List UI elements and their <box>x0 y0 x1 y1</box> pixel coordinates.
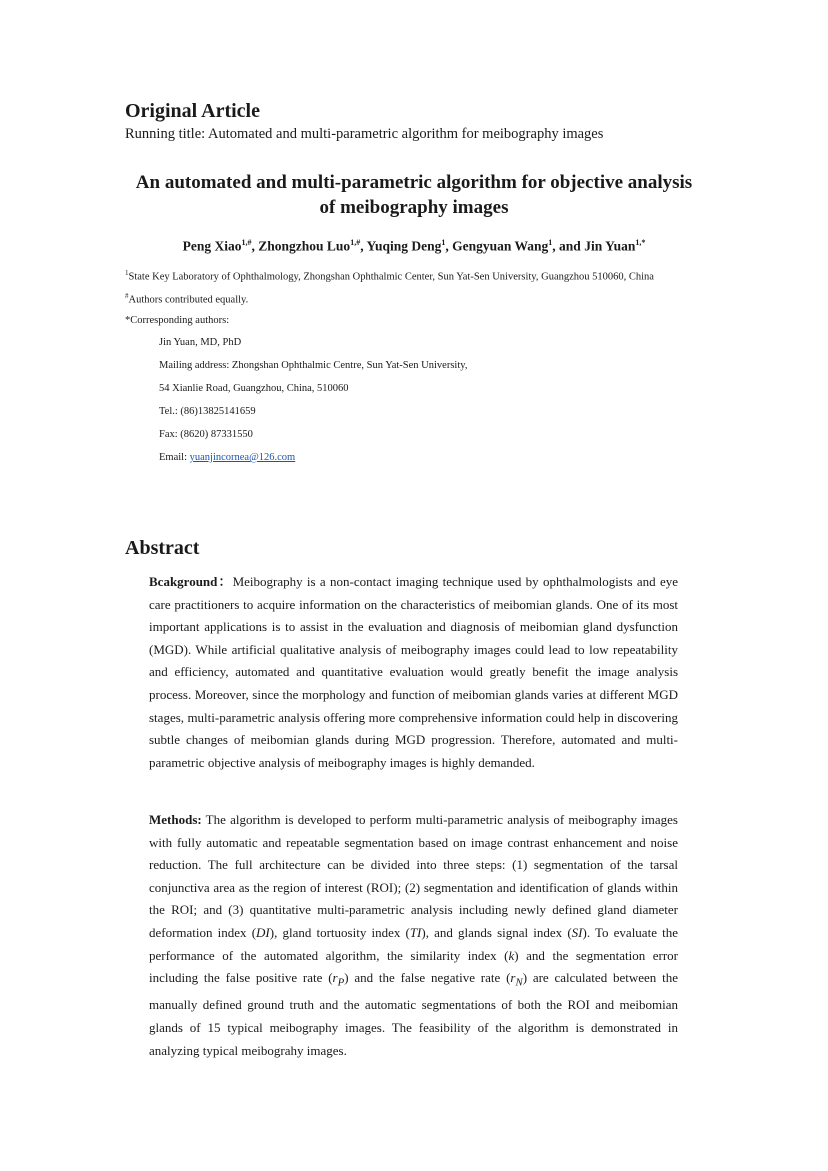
affiliation-text: State Key Laboratory of Ophthalmology, Zhongshan Ophthalmic Center, Sun Yat-Sen University, Guangzhou 510060, China <box>128 271 654 283</box>
author-name: Yuqing Deng <box>366 238 442 254</box>
contact-mailing-address: Mailing address: Zhongshan Ophthalmic Centre, Sun Yat-Sen University, <box>159 360 468 371</box>
ti-term: TI <box>409 924 422 940</box>
rn-subscript: N <box>515 976 523 989</box>
author-name: Jin Yuan <box>584 238 636 254</box>
rp-subscript: P <box>337 976 345 989</box>
corresponding-authors-label: *Corresponding authors: <box>125 315 230 326</box>
methods-text: ), and glands signal index ( <box>421 924 572 940</box>
author-name: Peng Xiao <box>182 238 242 254</box>
abstract-heading: Abstract <box>125 537 200 559</box>
author-name: Zhongzhou Luo <box>258 238 351 254</box>
contact-telephone: Tel.: (86)13825141659 <box>159 406 256 417</box>
methods-text: ), gland tortuosity index ( <box>269 924 410 940</box>
methods-label: Methods: <box>149 812 202 827</box>
author-list <box>90 238 738 255</box>
rn-symbol: r <box>510 970 516 986</box>
methods-text: The algorithm is developed to perform multi-parametric analysis of meibography images with fully automatic and repeatable segmentation based on image contrast enhancement and noise reduction. The full architecture can be divided into three steps: (1) segmentation of the tarsal conjunctiva area as the region of interest (ROI); (2) segmentation and identification of glands within the ROI; and (3) quantitative multi-parametric analysis including newly defined gland diameter deformation index ( <box>149 812 678 940</box>
author-separator: , <box>445 238 453 254</box>
si-term: SI <box>571 924 583 940</box>
k-symbol: k <box>508 947 515 963</box>
author-affiliation-mark: 1,* <box>635 238 646 247</box>
rp-symbol: r <box>332 970 338 986</box>
affiliation-1 <box>125 269 654 283</box>
author-name: Gengyuan Wang <box>452 238 549 254</box>
author-affiliation-mark: 1,# <box>241 238 252 247</box>
methods-text: ) and the false negative rate ( <box>344 970 511 986</box>
abstract-methods-paragraph <box>149 809 678 1062</box>
author-separator: , <box>360 238 367 254</box>
author-separator: , <box>251 238 259 254</box>
contact-street-address: 54 Xianlie Road, Guangzhou, China, 510060 <box>159 383 349 394</box>
running-title: Running title: Automated and multi-parametric algorithm for meibography images <box>125 126 604 142</box>
background-label: Bcakground： <box>149 574 233 589</box>
title-line-2: of meibography images <box>319 197 509 218</box>
methods-text: ) and the segmentation error including the false positive rate ( <box>149 947 678 986</box>
background-text: Meibography is a non-contact imaging technique used by ophthalmologists and eye care practitioners to acquire information on the characteristics of meibomian glands. One of its most important applications is to assist in the evaluation and diagnosis of meibomian gland dysfunction (MGD). While artificial qualitative analysis of meibography images could lead to low repeatability and efficiency, automated and quantitative evaluation would greatly benefit the image analysis process. Moreover, since the morphology and function of meibomian glands varies at different MGD stages, multi-parametric analysis offering more comprehensive information could help in discovering subtle changes of meibomian glands during MGD progression. Therefore, automated and multi-parametric objective analysis of meibography images is highly demanded. <box>149 574 678 770</box>
title-line-1: An automated and multi-parametric algorithm for objective analysis <box>135 172 693 193</box>
email-link[interactable]: yuanjincornea@126.com <box>189 452 296 463</box>
contact-email <box>159 452 295 463</box>
paper-title <box>90 170 738 220</box>
methods-text: ). To evaluate the performance of the automated algorithm, the similarity index ( <box>149 924 678 963</box>
equal-contribution-mark: # <box>125 292 129 300</box>
article-type-heading: Original Article <box>125 100 260 122</box>
author-separator: , and <box>552 238 585 254</box>
email-label: Email: <box>159 452 190 463</box>
equal-contribution-note <box>125 292 248 306</box>
methods-text: ) are calculated between the manually defined ground truth and the automatic segmentations of both the ROI and meibomian glands of 15 typical meibography images. The feasibility of the algorithm is demonstrated in analyzing typical meibograhy images. <box>149 970 678 1058</box>
affiliation-mark: 1 <box>125 269 129 277</box>
equal-contribution-text: Authors contributed equally. <box>128 294 249 306</box>
contact-fax: Fax: (8620) 87331550 <box>159 429 253 440</box>
author-affiliation-mark: 1,# <box>350 238 361 247</box>
contact-name: Jin Yuan, MD, PhD <box>159 337 242 348</box>
author-affiliation-mark: 1 <box>548 238 553 247</box>
author-affiliation-mark: 1 <box>441 238 446 247</box>
di-term: DI <box>256 924 270 940</box>
abstract-background-paragraph <box>149 571 678 774</box>
